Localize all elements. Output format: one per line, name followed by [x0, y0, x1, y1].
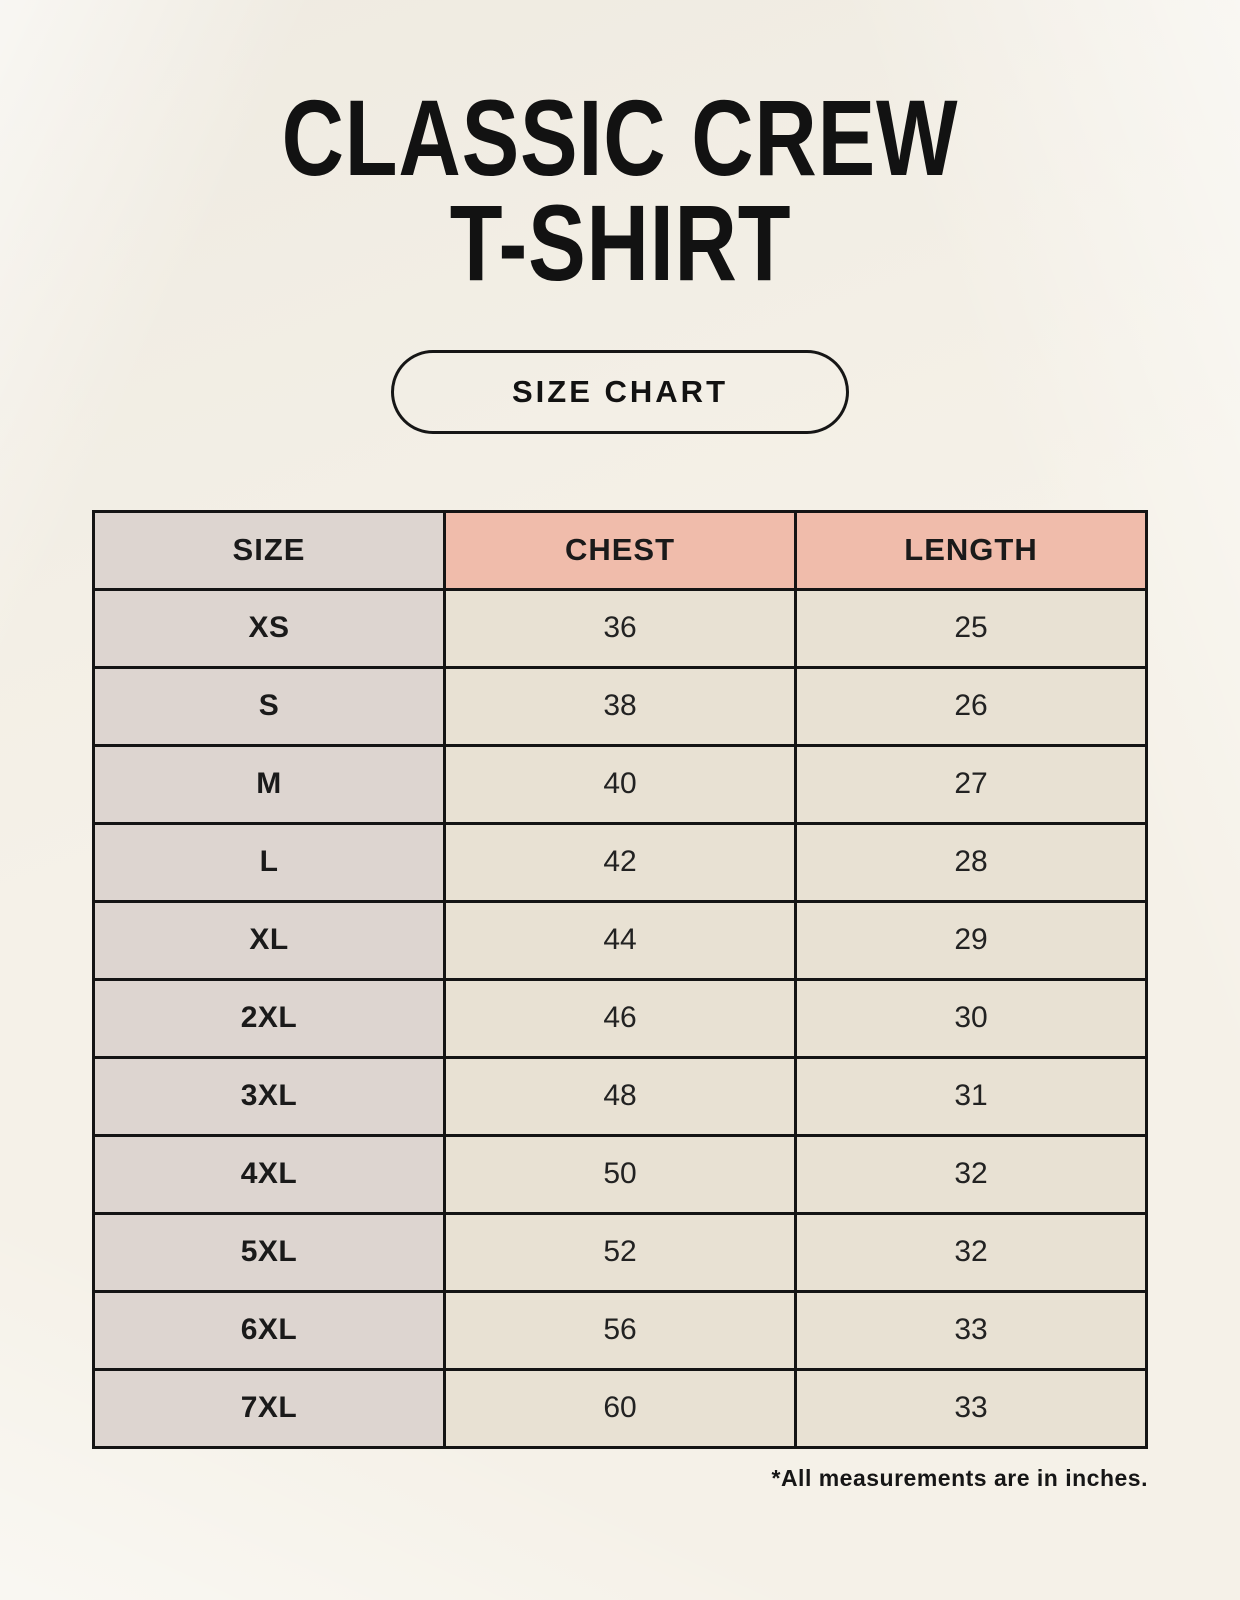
table-row — [94, 1135, 1147, 1213]
page-title-line2: T-SHIRT — [449, 181, 791, 303]
table-row — [94, 1369, 1147, 1447]
length-cell: 33 — [796, 1291, 1147, 1369]
table-row — [94, 1213, 1147, 1291]
chest-cell: 60 — [445, 1369, 796, 1447]
chest-cell: 36 — [445, 589, 796, 667]
length-cell: 26 — [796, 667, 1147, 745]
column-header-chest: CHEST — [445, 511, 796, 589]
table-row — [94, 1057, 1147, 1135]
length-cell: 31 — [796, 1057, 1147, 1135]
chest-cell: 56 — [445, 1291, 796, 1369]
table-row — [94, 979, 1147, 1057]
size-chart-button[interactable]: SIZE CHART — [391, 350, 849, 434]
page-title — [0, 0, 1240, 303]
table-row — [94, 745, 1147, 823]
size-cell: M — [94, 745, 445, 823]
chest-cell: 52 — [445, 1213, 796, 1291]
size-cell: XS — [94, 589, 445, 667]
size-cell: 2XL — [94, 979, 445, 1057]
chest-cell: 48 — [445, 1057, 796, 1135]
size-chart-badge-container — [0, 350, 1240, 434]
table-header-row — [94, 511, 1147, 589]
length-cell: 33 — [796, 1369, 1147, 1447]
chest-cell: 38 — [445, 667, 796, 745]
length-cell: 27 — [796, 745, 1147, 823]
length-cell: 28 — [796, 823, 1147, 901]
size-cell: 4XL — [94, 1135, 445, 1213]
size-chart-table — [92, 510, 1148, 1449]
table-row — [94, 589, 1147, 667]
length-cell: 25 — [796, 589, 1147, 667]
column-header-size: SIZE — [94, 511, 445, 589]
size-cell: 3XL — [94, 1057, 445, 1135]
table-row — [94, 1291, 1147, 1369]
measurements-footnote: *All measurements are in inches. — [771, 1464, 1148, 1491]
page-title-line1: CLASSIC CREW — [281, 77, 959, 198]
column-header-length: LENGTH — [796, 511, 1147, 589]
chest-cell: 40 — [445, 745, 796, 823]
table-row — [94, 901, 1147, 979]
length-cell: 29 — [796, 901, 1147, 979]
chest-cell: 42 — [445, 823, 796, 901]
chest-cell: 46 — [445, 979, 796, 1057]
size-cell: XL — [94, 901, 445, 979]
length-cell: 30 — [796, 979, 1147, 1057]
size-cell: 7XL — [94, 1369, 445, 1447]
table-row — [94, 667, 1147, 745]
size-chart-table-container — [92, 510, 1148, 1449]
size-cell: S — [94, 667, 445, 745]
size-cell: L — [94, 823, 445, 901]
chest-cell: 44 — [445, 901, 796, 979]
chest-cell: 50 — [445, 1135, 796, 1213]
table-row — [94, 823, 1147, 901]
length-cell: 32 — [796, 1135, 1147, 1213]
size-cell: 5XL — [94, 1213, 445, 1291]
size-cell: 6XL — [94, 1291, 445, 1369]
length-cell: 32 — [796, 1213, 1147, 1291]
